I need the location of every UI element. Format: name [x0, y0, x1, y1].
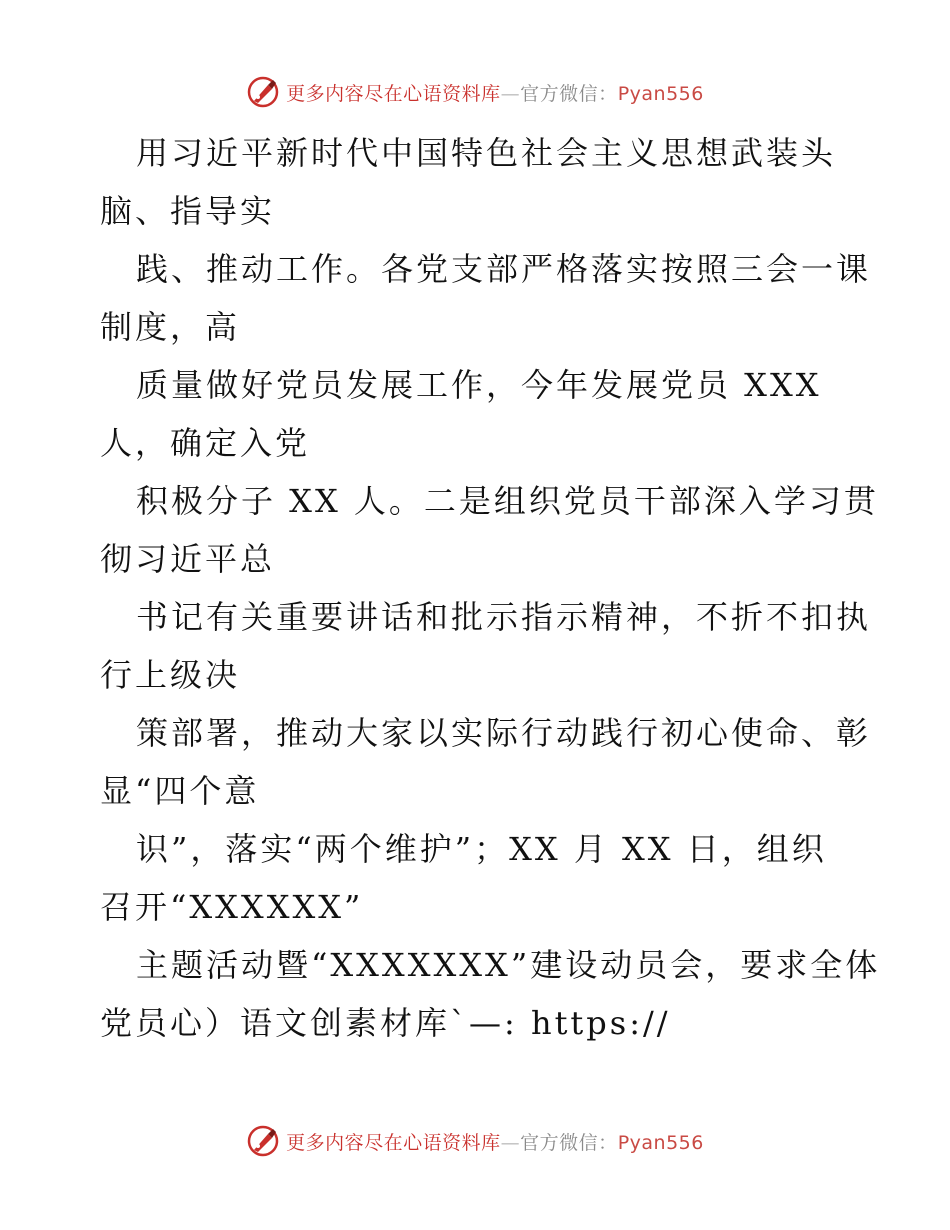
text-line: 脑、指导实: [100, 192, 276, 230]
header-watermark: [0, 72, 950, 112]
watermark-text: 更多内容尽在心语资料库—官方微信：Pyan556: [286, 82, 704, 105]
watermark-text: 更多内容尽在心语资料库—官方微信：Pyan556: [286, 1131, 704, 1154]
text-line: 用习近平新时代中国特色社会主义思想武装头: [136, 134, 837, 172]
text-line: 主题活动暨“XXXXXXX”建设动员会，要求全体: [136, 946, 881, 984]
text-line: 党员心）语文创素材库`—: https://: [100, 1004, 671, 1042]
text-line: 质量做好党员发展工作，今年发展党员 XXX: [136, 366, 822, 404]
text-line: 显“四个意: [100, 772, 260, 810]
text-line: 书记有关重要讲话和批示指示精神，不折不扣执: [136, 598, 872, 636]
text-line: 积极分子 XX 人。二是组织党员干部深入学习贯: [136, 482, 879, 520]
text-line: 践、推动工作。各党支部严格落实按照三会一课: [136, 250, 872, 288]
document-body: [100, 124, 881, 1052]
text-line: 行上级决: [100, 656, 241, 694]
footer-watermark: [0, 1121, 950, 1161]
text-line: 召开“XXXXXX”: [100, 888, 364, 926]
pen-nib-logo-icon: [246, 1124, 280, 1158]
text-line: 彻习近平总: [100, 540, 276, 578]
text-line: 人，确定入党: [100, 424, 311, 462]
text-line: 策部署，推动大家以实际行动践行初心使命、彰: [136, 714, 872, 752]
text-line: 识”，落实“两个维护”；XX 月 XX 日，组织: [136, 830, 827, 868]
text-line: 制度，高: [100, 308, 241, 346]
pen-nib-logo-icon: [246, 75, 280, 109]
